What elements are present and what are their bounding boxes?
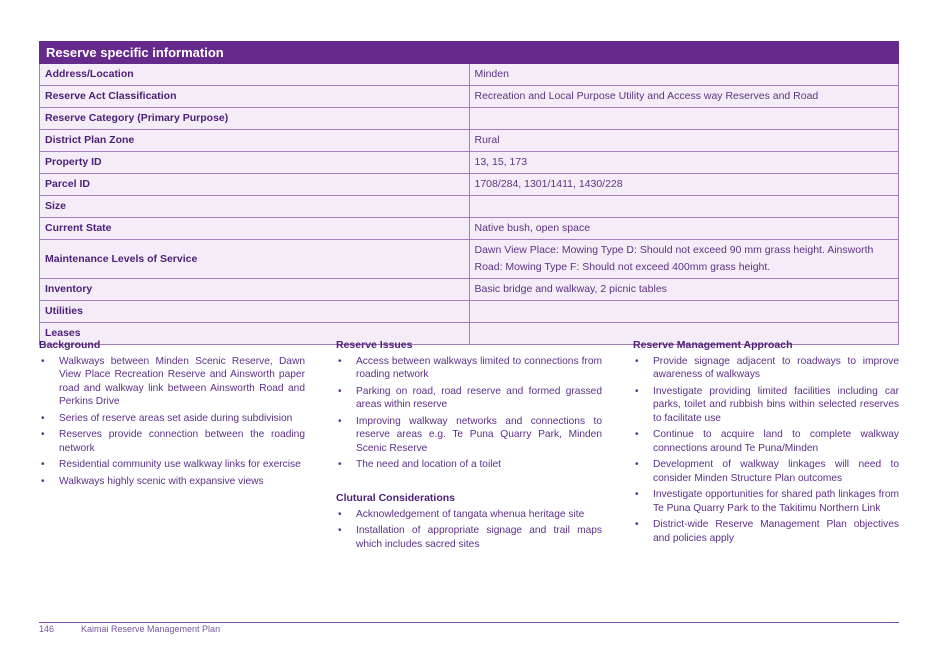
list-item-text: Walkways highly scenic with expansive views — [59, 475, 264, 487]
bullet-icon: • — [635, 356, 639, 367]
list-item — [633, 385, 899, 425]
row-label: Leases — [40, 323, 470, 345]
table-row — [40, 64, 899, 86]
table-row — [40, 108, 899, 130]
row-label: Utilities — [40, 301, 470, 323]
bullet-icon: • — [338, 356, 342, 367]
table-row — [40, 174, 899, 196]
cultural-list — [336, 508, 602, 551]
list-item — [39, 355, 305, 408]
row-label: Size — [40, 196, 470, 218]
issues-section — [336, 338, 602, 554]
list-item-text: Series of reserve areas set aside during subdivision — [59, 412, 293, 424]
list-item-text: Parking on road, road reserve and formed grassed areas within reserve — [356, 385, 602, 411]
row-label: Reserve Act Classification — [40, 86, 470, 108]
list-item — [336, 508, 602, 521]
approach-heading: Reserve Management Approach — [633, 339, 793, 351]
background-section — [39, 338, 305, 492]
row-label: Address/Location — [40, 64, 470, 86]
background-heading: Background — [39, 339, 101, 351]
footer-divider — [39, 622, 899, 623]
list-item — [633, 428, 899, 455]
bullet-icon: • — [635, 519, 639, 531]
table-row — [40, 218, 899, 240]
list-item-text: Installation of appropriate signage and trail maps which includes sacred sites — [356, 525, 602, 550]
list-item-text: District-wide Reserve Management Plan objectives and policies apply — [653, 519, 899, 544]
list-item — [633, 458, 899, 485]
issues-list — [336, 355, 602, 472]
row-label: Maintenance Levels of Service — [40, 240, 470, 279]
table-row — [40, 130, 899, 152]
list-item — [39, 475, 305, 488]
list-item-text: Walkways between Minden Scenic Reserve, Dawn View Place Recreation Reserve and Ainsworth paper road and walkway link between Ainsworth Road and Perkins Drive — [59, 356, 305, 407]
cultural-heading: Clutural Considerations — [336, 491, 456, 504]
table-header: Reserve specific information — [40, 42, 899, 64]
list-item-text: Access between walkways limited to connections from roading network — [356, 356, 602, 381]
table-body — [40, 64, 899, 345]
row-value: Native bush, open space — [469, 218, 899, 240]
list-item-text: Development of walkway linkages will need to consider Minden Structure Plan outcomes — [653, 459, 899, 484]
list-item-text: Residential community use walkway links for exercise — [59, 459, 301, 471]
bullet-icon: • — [635, 459, 639, 471]
row-value: Dawn View Place: Mowing Type D: Should not exceed 90 mm grass height. Ainsworth Road: Mowing Type F: Should not exceed 400mm grass height. — [469, 240, 899, 279]
row-label: District Plan Zone — [40, 130, 470, 152]
list-item — [633, 355, 899, 382]
approach-section — [633, 338, 899, 548]
bullet-icon: • — [338, 525, 342, 537]
list-item — [336, 524, 602, 551]
list-item-text: Improving walkway networks and connections to reserve areas e.g. Te Puna Quarry Park, Minden Scenic Reserve — [356, 415, 602, 454]
list-item — [39, 458, 305, 471]
list-item — [633, 488, 899, 515]
bullet-icon: • — [41, 459, 45, 471]
list-item-text: The need and location of a toilet — [356, 459, 501, 471]
row-value: Basic bridge and walkway, 2 picnic tables — [469, 279, 899, 301]
row-value: Recreation and Local Purpose Utility and Access way Reserves and Road — [469, 86, 899, 108]
list-item-text: Acknowledgement of tangata whenua heritage site — [356, 508, 585, 520]
row-label: Parcel ID — [40, 174, 470, 196]
bullet-icon: • — [41, 412, 45, 424]
bullet-icon: • — [635, 489, 639, 501]
table-row — [40, 240, 899, 279]
table-row — [40, 86, 899, 108]
row-value — [469, 301, 899, 323]
row-value — [469, 196, 899, 218]
list-item — [39, 412, 305, 425]
list-item — [336, 385, 602, 412]
table-row — [40, 301, 899, 323]
table-row — [40, 152, 899, 174]
bullet-icon: • — [635, 385, 639, 397]
document-title: Kaimai Reserve Management Plan — [81, 624, 221, 634]
list-item-text: Investigate providing limited facilities including car parks, toilet and rubbish bins within selected reserves to facilitate use — [653, 385, 899, 424]
table-row — [40, 196, 899, 218]
table-row — [40, 279, 899, 301]
row-label: Current State — [40, 218, 470, 240]
bullet-icon: • — [635, 429, 639, 441]
row-value: 1708/284, 1301/1411, 1430/228 — [469, 174, 899, 196]
list-item — [336, 458, 602, 471]
row-value — [469, 108, 899, 130]
bullet-icon: • — [338, 508, 342, 520]
page-number: 146 — [39, 624, 55, 634]
bullet-icon: • — [41, 356, 45, 367]
row-value: Minden — [469, 64, 899, 86]
reserve-info-table — [39, 41, 899, 345]
row-value: 13, 15, 173 — [469, 152, 899, 174]
bullet-icon: • — [41, 429, 45, 441]
bullet-icon: • — [41, 475, 45, 487]
background-list — [39, 355, 305, 488]
list-item-text: Provide signage adjacent to roadways to improve awareness of walkways — [653, 356, 899, 381]
list-item — [336, 355, 602, 382]
approach-list — [633, 355, 899, 545]
list-item — [633, 518, 899, 545]
bullet-icon: • — [338, 415, 342, 427]
row-label: Reserve Category (Primary Purpose) — [40, 108, 470, 130]
list-item-text: Investigate opportunities for shared path linkages from Te Puna Quarry Park to the Takitimu Northern Link — [653, 489, 899, 514]
row-value: Rural — [469, 130, 899, 152]
list-item-text: Continue to acquire land to complete walkway connections around Te Puna/Minden — [653, 429, 899, 454]
row-label: Property ID — [40, 152, 470, 174]
list-item — [336, 415, 602, 455]
row-label: Inventory — [40, 279, 470, 301]
page-footer — [39, 624, 220, 634]
issues-heading: Reserve Issues — [336, 339, 413, 351]
bullet-icon: • — [338, 385, 342, 397]
list-item-text: Reserves provide connection between the roading network — [59, 429, 305, 454]
bullet-icon: • — [338, 459, 342, 471]
list-item — [39, 428, 305, 455]
